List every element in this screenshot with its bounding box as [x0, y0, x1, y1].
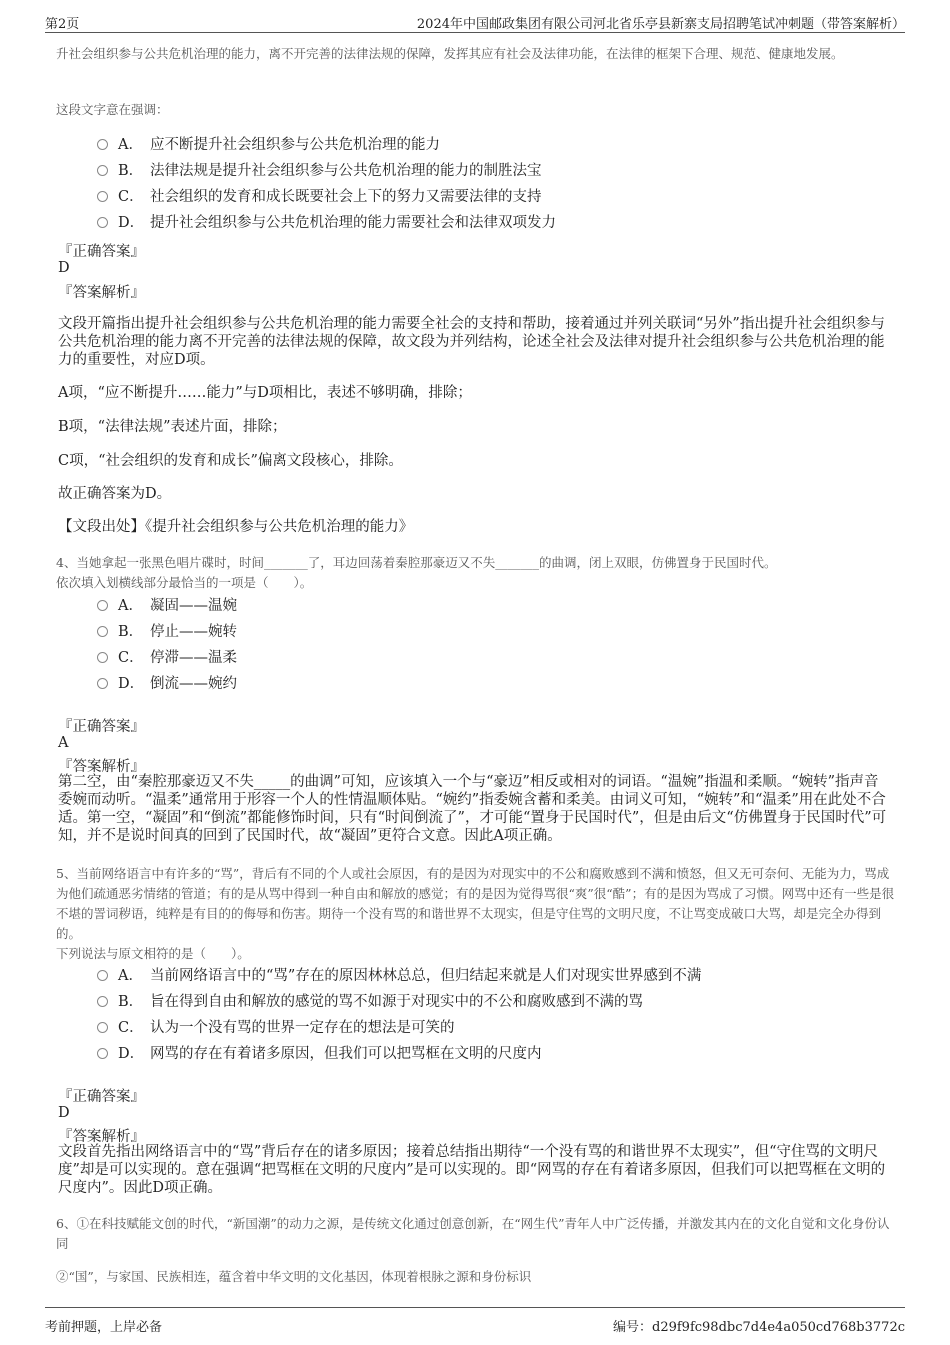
radio-icon[interactable] [97, 1022, 108, 1033]
q4-analysis-label: 『答案解析』 [58, 759, 145, 775]
q3-analysis-c: C项，“社会组织的发育和成长”偏离文段核心，排除。 [58, 453, 403, 469]
q3-analysis-label: 『答案解析』 [58, 285, 145, 301]
radio-icon[interactable] [97, 678, 108, 689]
q4-prompt: 依次填入划横线部分最恰当的一项是（ ）。 [56, 575, 313, 590]
q3-option-b[interactable]: B． 法律法规是提升社会组织参与公共危机治理的能力的制胜法宝 [97, 162, 542, 180]
q5-option-d[interactable]: D． 网骂的存在有着诸多原因，但我们可以把骂框在文明的尺度内 [97, 1045, 542, 1063]
radio-icon[interactable] [97, 165, 108, 176]
q3-source: 【文段出处】《提升社会组织参与公共危机治理的能力》 [58, 519, 414, 535]
radio-icon[interactable] [97, 626, 108, 637]
q5-answer: D [58, 1105, 70, 1121]
document-id: 编号：d29f9fc98dbc7d4e4a050cd768b3772c [613, 1320, 905, 1335]
q5-stem: 5、当前网络语言中有许多的“骂”，背后有不同的个人或社会原因，有的是因为对现实中的不公和腐败感到不满和愤怒，但又无可奈何、无能为力，骂成为他们疏通恶劣情绪的管道；有的是从骂中得到一种自由和解放的感觉；有的是因为觉得骂很“爽”很“酷”；有的是因为骂成了习惯。网骂中还有一些是很不堪的詈词秽语，纯粹是有目的的侮辱和伤害。期待一个没有骂的和谐世界不太现实，但是守住骂的文明尺度，不让骂变成破口大骂，却是完全办得到的。 [56, 866, 895, 941]
q4-analysis: 第二空，由“秦腔那豪迈又不失_____的曲调”可知，应该填入一个与“豪迈”相反或相对的词语。“温婉”指温和柔顺。“婉转”指声音委婉而动听。“温柔”通常用于形容一个人的性情温顺体贴。“婉约”指委婉含蓄和柔美。由词义可知，“婉转”和“温柔”用在此处不合适。第一空，“凝固”和“倒流”都能修饰时间，只有“时间倒流了”，才可能“置身于民国时代”，但是由后文“仿佛置身于民国时代”可知，并不是说时间真的回到了民国时代，故“凝固”更符合文意。因此A项正确。 [58, 774, 887, 844]
radio-icon[interactable] [97, 996, 108, 1007]
q5-prompt: 下列说法与原文相符的是（ ）。 [56, 946, 250, 961]
q5-analysis: 文段首先指出网络语言中的“骂”背后存在的诸多原因；接着总结指出期待“一个没有骂的和谐世界不太现实”，但“守住骂的文明尺度”却是可以实现的。意在强调“把骂框在文明的尺度内”是可以实现的。即“网骂的存在有着诸多原因，但我们可以把骂框在文明的尺度内”。因此D项正确。 [58, 1144, 886, 1196]
document-title: 2024年中国邮政集团有限公司河北省乐亭县新寨支局招聘笔试冲刺题（带答案解析） [416, 17, 905, 32]
radio-icon[interactable] [97, 191, 108, 202]
q6-sentence-1: 6、①在科技赋能文创的时代，“新国潮”的动力之源，是传统文化通过创意创新，在“网生代”青年人中广泛传播，并激发其内在的文化自觉和文化身份认同 [56, 1216, 890, 1251]
q3-answer: D [58, 260, 70, 276]
q3-analysis-main: 文段开篇指出提升社会组织参与公共危机治理的能力需要全社会的支持和帮助，接着通过并列关联词“另外”指出提升社会组织参与公共危机治理的能力离不开完善的法律法规的保障，故文段为并列结构，论述全社会及法律对提升社会组织参与公共危机治理的能力的重要性，对应D项。 [58, 316, 885, 368]
page-footer [45, 1307, 905, 1338]
q4-option-c[interactable]: C． 停滞——温柔 [97, 649, 237, 667]
q3-stem-tail: 升社会组织参与公共危机治理的能力，离不开完善的法律法规的保障，发挥其应有社会及法律功能，在法律的框架下合理、规范、健康地发展。 [56, 46, 844, 61]
q5-answer-label: 『正确答案』 [58, 1089, 145, 1105]
q4-option-b[interactable]: B． 停止——婉转 [97, 623, 237, 641]
radio-icon[interactable] [97, 970, 108, 981]
q3-answer-label: 『正确答案』 [58, 244, 145, 260]
radio-icon[interactable] [97, 217, 108, 228]
footer-slogan: 考前押题，上岸必备 [45, 1320, 163, 1335]
q3-option-c[interactable]: C． 社会组织的发育和成长既要社会上下的努力又需要法律的支持 [97, 188, 542, 206]
page-number: 第2页 [45, 17, 80, 32]
radio-icon[interactable] [97, 1048, 108, 1059]
q5-option-b[interactable]: B． 旨在得到自由和解放的感觉的骂不如源于对现实中的不公和腐败感到不满的骂 [97, 993, 643, 1011]
q4-answer: A [58, 735, 69, 751]
q3-analysis-b: B项，“法律法规”表述片面，排除； [58, 419, 287, 435]
q5-analysis-label: 『答案解析』 [58, 1129, 145, 1145]
radio-icon[interactable] [97, 600, 108, 611]
q3-option-d[interactable]: D． 提升社会组织参与公共危机治理的能力需要社会和法律双项发力 [97, 214, 556, 232]
q3-analysis-a: A项，“应不断提升……能力”与D项相比，表述不够明确，排除； [58, 385, 472, 401]
q6-sentence-2: ②“国”，与家国、民族相连，蕴含着中华文明的文化基因，体现着根脉之源和身份标识 [56, 1269, 532, 1284]
q3-option-a[interactable]: A． 应不断提升社会组织参与公共危机治理的能力 [97, 136, 440, 154]
q5-option-c[interactable]: C． 认为一个没有骂的世界一定存在的想法是可笑的 [97, 1019, 455, 1037]
q3-prompt: 这段文字意在强调： [56, 102, 169, 117]
page-header [45, 10, 905, 33]
q4-option-a[interactable]: A． 凝固——温婉 [97, 597, 237, 615]
q3-conclusion: 故正确答案为D。 [58, 486, 172, 502]
q4-answer-label: 『正确答案』 [58, 719, 145, 735]
q4-option-d[interactable]: D． 倒流——婉约 [97, 675, 237, 693]
q5-option-a[interactable]: A． 当前网络语言中的“骂”存在的原因林林总总，但归结起来就是人们对现实世界感到不满 [97, 967, 701, 985]
radio-icon[interactable] [97, 652, 108, 663]
radio-icon[interactable] [97, 139, 108, 150]
q4-stem: 4、当她拿起一张黑色唱片碟时，时间_______了，耳边回荡着秦腔那豪迈又不失_______的曲调，闭上双眼，仿佛置身于民国时代。 [56, 555, 777, 570]
